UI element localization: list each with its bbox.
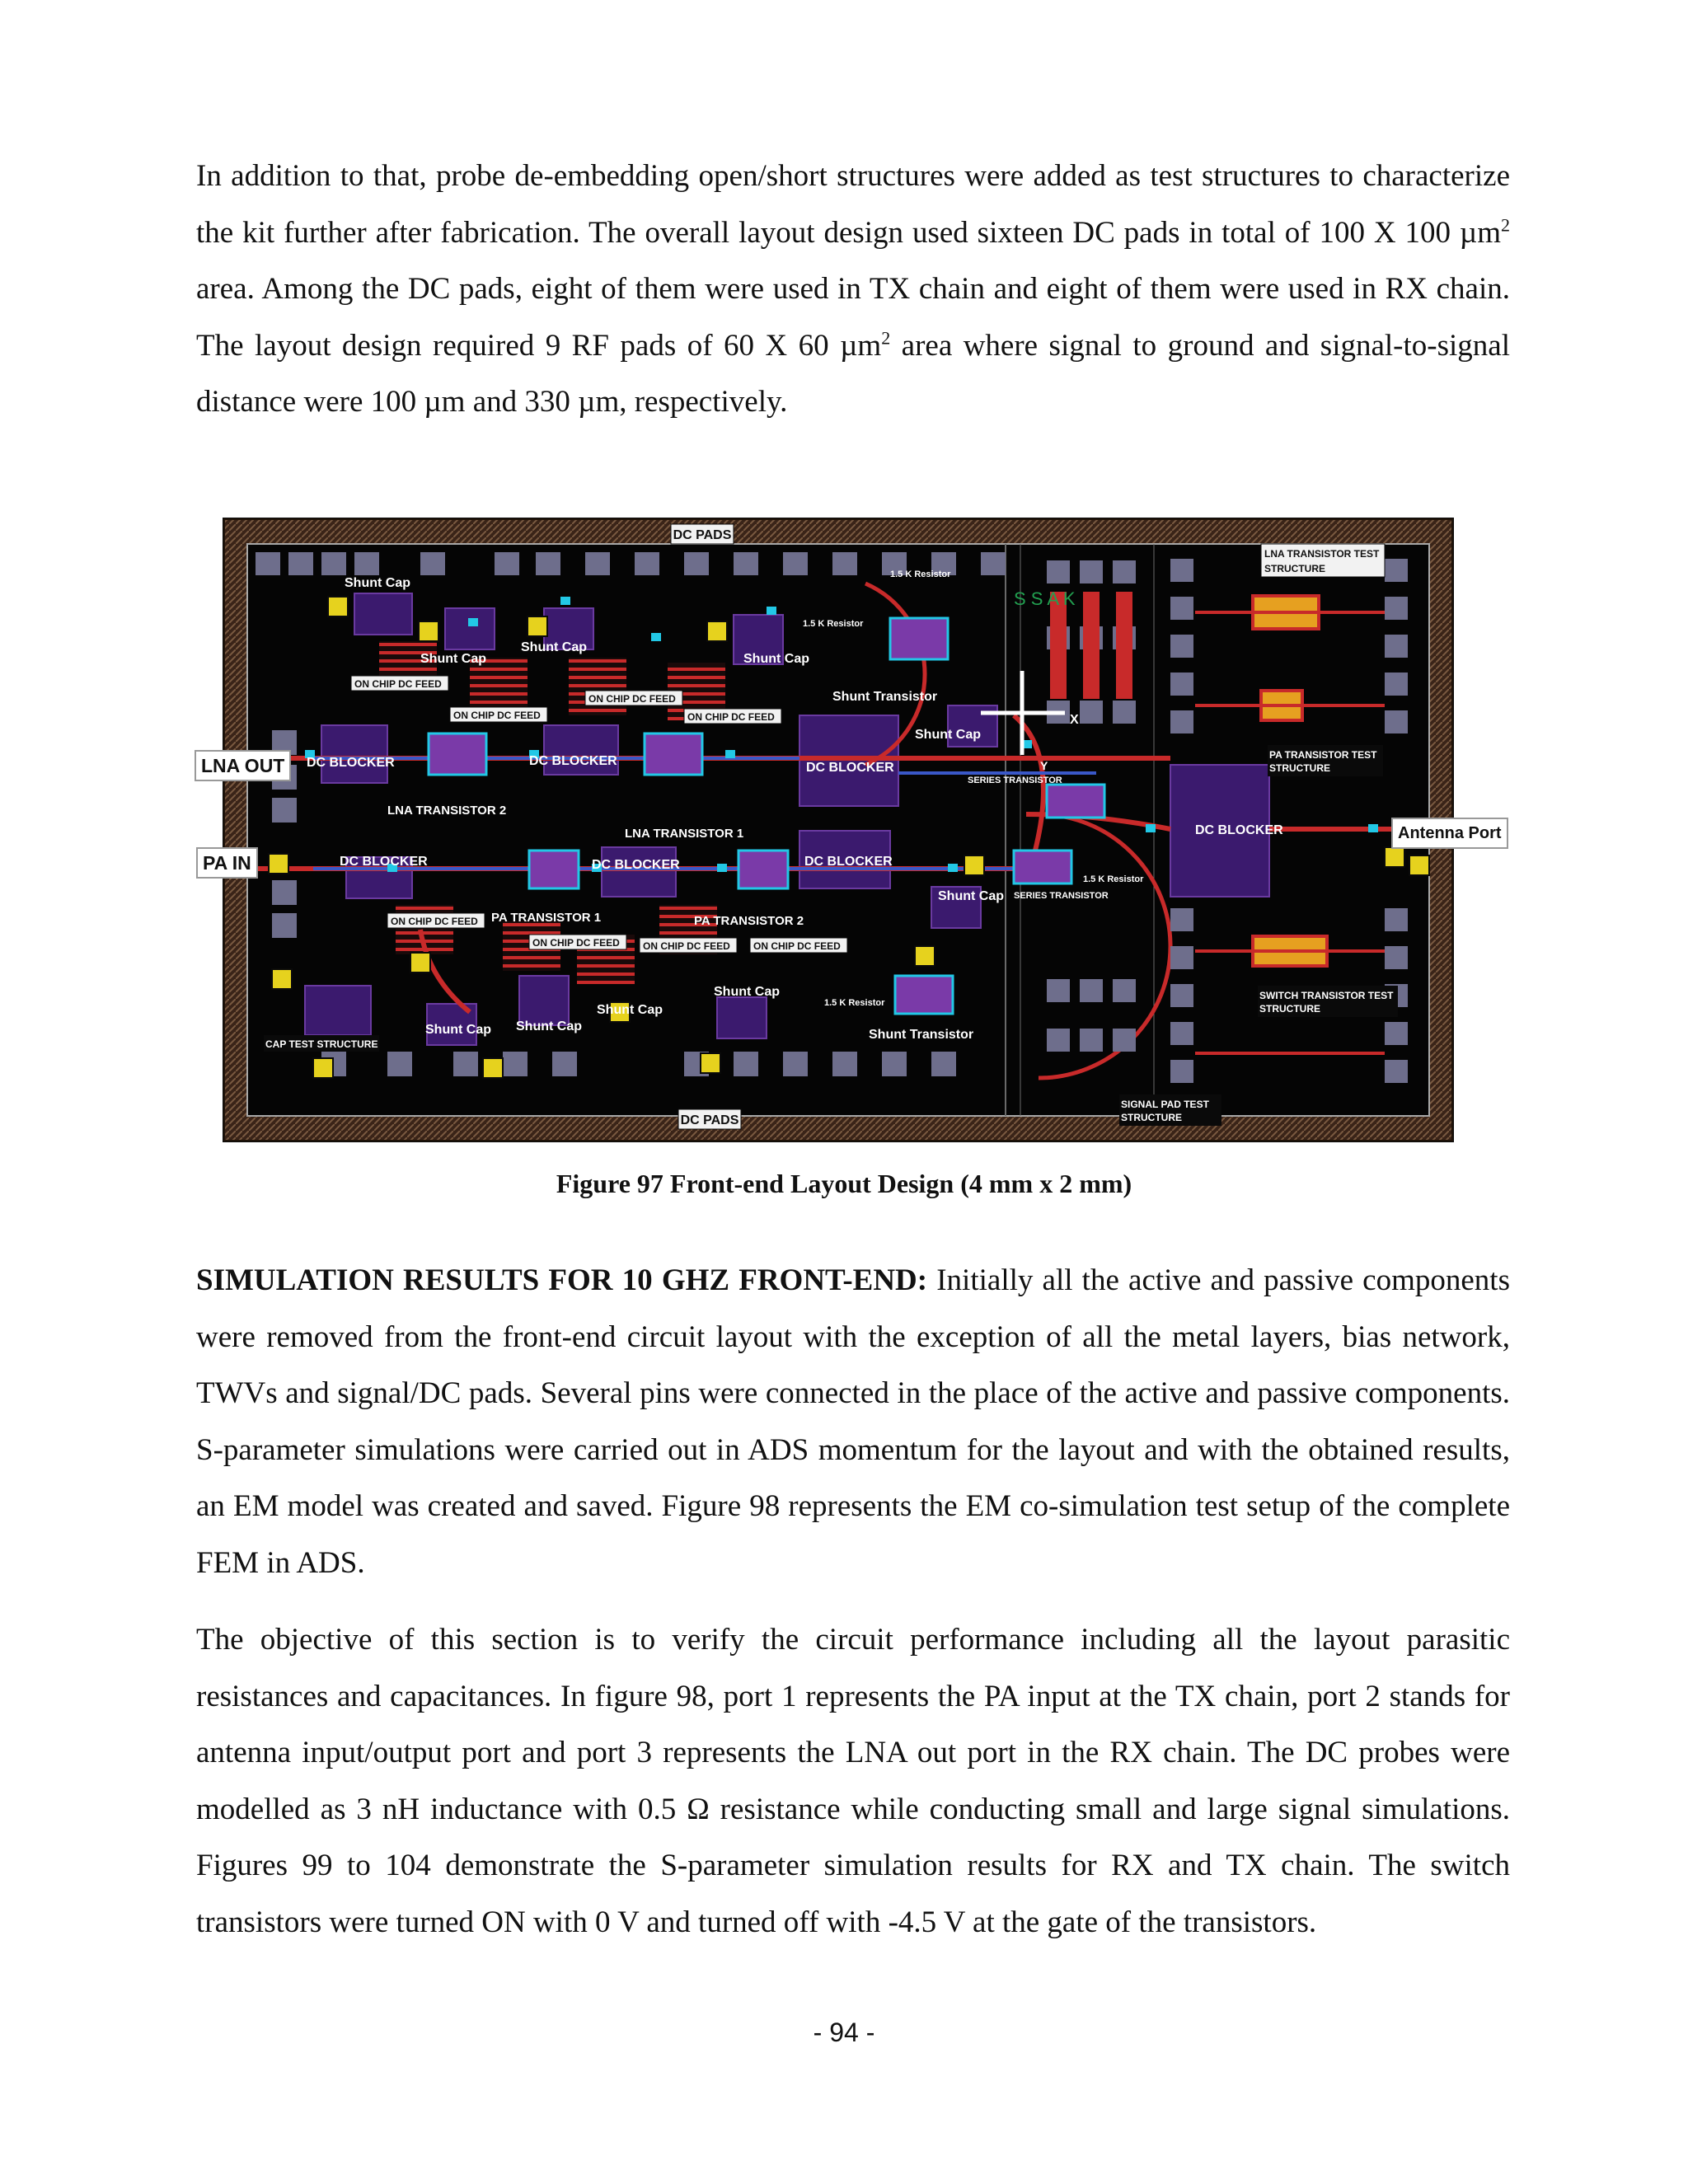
label-shunt-transistor-1: Shunt Transistor [832,690,938,704]
label-shunt-cap-9: Shunt Cap [516,1019,582,1033]
label-signal-test-line1: SIGNAL PAD TEST [1121,1099,1209,1110]
label-antenna-port: Antenna Port [1391,818,1508,849]
label-lna-test-line1: LNA TRANSISTOR TEST [1264,548,1380,560]
p3-text: The objective of this section is to verify the circuit performance including all the layout parasitic resistances and capacitances. In figure 98, port 1 represents the PA input at the TX chain, port 2 stands for antenna input/output port and port 3 represents the LNA out port in the RX chain. The DC probes were modelled as 3 nH inductance with 0.5 Ω resistance while conducting small and large signal simulations. Figures 99 to 104 demonstrate the S-parameter simulation results for RX and TX chain. The switch transistors were turned ON with 0 V and turned off with -4.5 V at the gate of the transistors. [196,1623,1510,1939]
label-lna-transistor-2: LNA TRANSISTOR 2 [387,804,507,818]
label-dc-blocker-6: DC BLOCKER [804,855,893,869]
label-pa-test-line2: STRUCTURE [1269,762,1330,774]
label-dc-pads-top: DC PADS [673,528,732,542]
label-dc-feed-3: ON CHIP DC FEED [588,693,676,705]
label-series-transistor-1: SERIES TRANSISTOR [968,776,1062,785]
label-shunt-cap-3: Shunt Cap [521,640,587,654]
label-dc-feed-2: ON CHIP DC FEED [453,710,541,721]
page-number: - 94 - [813,2018,875,2047]
label-shunt-cap-7: Shunt Cap [714,985,780,999]
label-pa-transistor-2: PA TRANSISTOR 2 [694,914,804,928]
label-dc-blocker-2: DC BLOCKER [529,754,617,768]
label-shunt-cap-10: Shunt Cap [425,1023,491,1037]
label-ssak: S S A K [1014,588,1076,609]
label-dc-feed-1: ON CHIP DC FEED [354,678,442,690]
label-switch-test-line2: STRUCTURE [1259,1003,1320,1015]
label-shunt-cap-4: Shunt Cap [743,652,809,666]
p1-text-a: In addition to that, probe de-embedding open/short structures were added as test structures to characterize the kit further after fabrication. The overall layout design used sixteen DC pads in total of 100 X 100 µm [196,159,1510,250]
label-dc-feed-8: ON CHIP DC FEED [753,940,841,952]
label-dc-feed-5: ON CHIP DC FEED [391,916,478,927]
label-lna-out: LNA OUT [195,750,291,781]
p2-text: Initially all the active and passive components were removed from the front-end circuit layout with the exception of all the metal layers, bias network, TWVs and signal/DC pads. Several pins were connected in the place of the active and passive components. S-parameter simulations were carried out in ADS momentum for the layout and with the obtained results, an EM model was created and saved. Figure 98 represents the EM co-simulation test setup of the complete FEM in ADS. [196,1263,1510,1580]
label-dc-blocker-5: DC BLOCKER [592,858,680,872]
label-switch-test-line1: SWITCH TRANSISTOR TEST [1259,990,1394,1001]
label-resistor-1: 1.5 K Resistor [890,569,951,579]
paragraph-intro [196,148,1510,431]
figure-caption: Figure 97 Front-end Layout Design (4 mm x 2 mm) [556,1169,1132,1198]
p1-text-c: area where signal to ground and signal-to-signal distance were 100 µm and 330 µm, respectively. [196,328,1510,419]
label-axis-y: Y [1040,759,1048,772]
label-dc-pads-bottom: DC PADS [680,1113,739,1127]
label-shunt-cap-8: Shunt Cap [597,1003,663,1017]
label-dc-blocker-3: DC BLOCKER [806,761,894,775]
p1-sup-2: 2 [881,327,891,349]
label-resistor-3: 1.5 K Resistor [1083,874,1144,884]
label-shunt-cap-2: Shunt Cap [420,652,486,666]
section-heading: SIMULATION RESULTS FOR 10 GHZ FRONT-END: [196,1263,928,1297]
p1-sup-1: 2 [1501,214,1510,236]
label-dc-feed-7: ON CHIP DC FEED [643,940,730,952]
label-dc-blocker-1: DC BLOCKER [307,756,395,770]
label-pa-in: PA IN [196,847,258,879]
label-shunt-cap-1: Shunt Cap [345,576,410,590]
label-resistor-2: 1.5 K Resistor [803,619,864,629]
label-axis-x: X [1070,713,1079,727]
label-shunt-cap-5: Shunt Cap [915,728,981,742]
label-dc-blocker-7: DC BLOCKER [1195,823,1283,837]
p1-text-b: area. Among the DC pads, eight of them were used in TX chain and eight of them were used in RX chain. The layout design required 9 RF pads of 60 X 60 µm [196,272,1510,363]
label-shunt-cap-6: Shunt Cap [938,889,1004,903]
label-series-transistor-2: SERIES TRANSISTOR [1014,891,1109,901]
label-signal-test-line2: STRUCTURE [1121,1112,1182,1123]
label-dc-feed-4: ON CHIP DC FEED [687,711,775,723]
label-cap-test-structure: CAP TEST STRUCTURE [265,1038,378,1050]
label-resistor-4: 1.5 K Resistor [824,998,885,1008]
label-pa-transistor-1: PA TRANSISTOR 1 [491,911,602,925]
paragraph-objective [196,1612,1510,1951]
paragraph-simulation-results [196,1253,1510,1591]
label-dc-feed-6: ON CHIP DC FEED [532,937,620,949]
label-shunt-transistor-2: Shunt Transistor [869,1028,974,1042]
front-end-layout-figure [223,518,1454,1142]
label-lna-transistor-1: LNA TRANSISTOR 1 [625,827,744,841]
label-lna-test-line2: STRUCTURE [1264,563,1325,574]
label-dc-blocker-4: DC BLOCKER [340,855,428,869]
label-pa-test-line1: PA TRANSISTOR TEST [1269,749,1377,761]
